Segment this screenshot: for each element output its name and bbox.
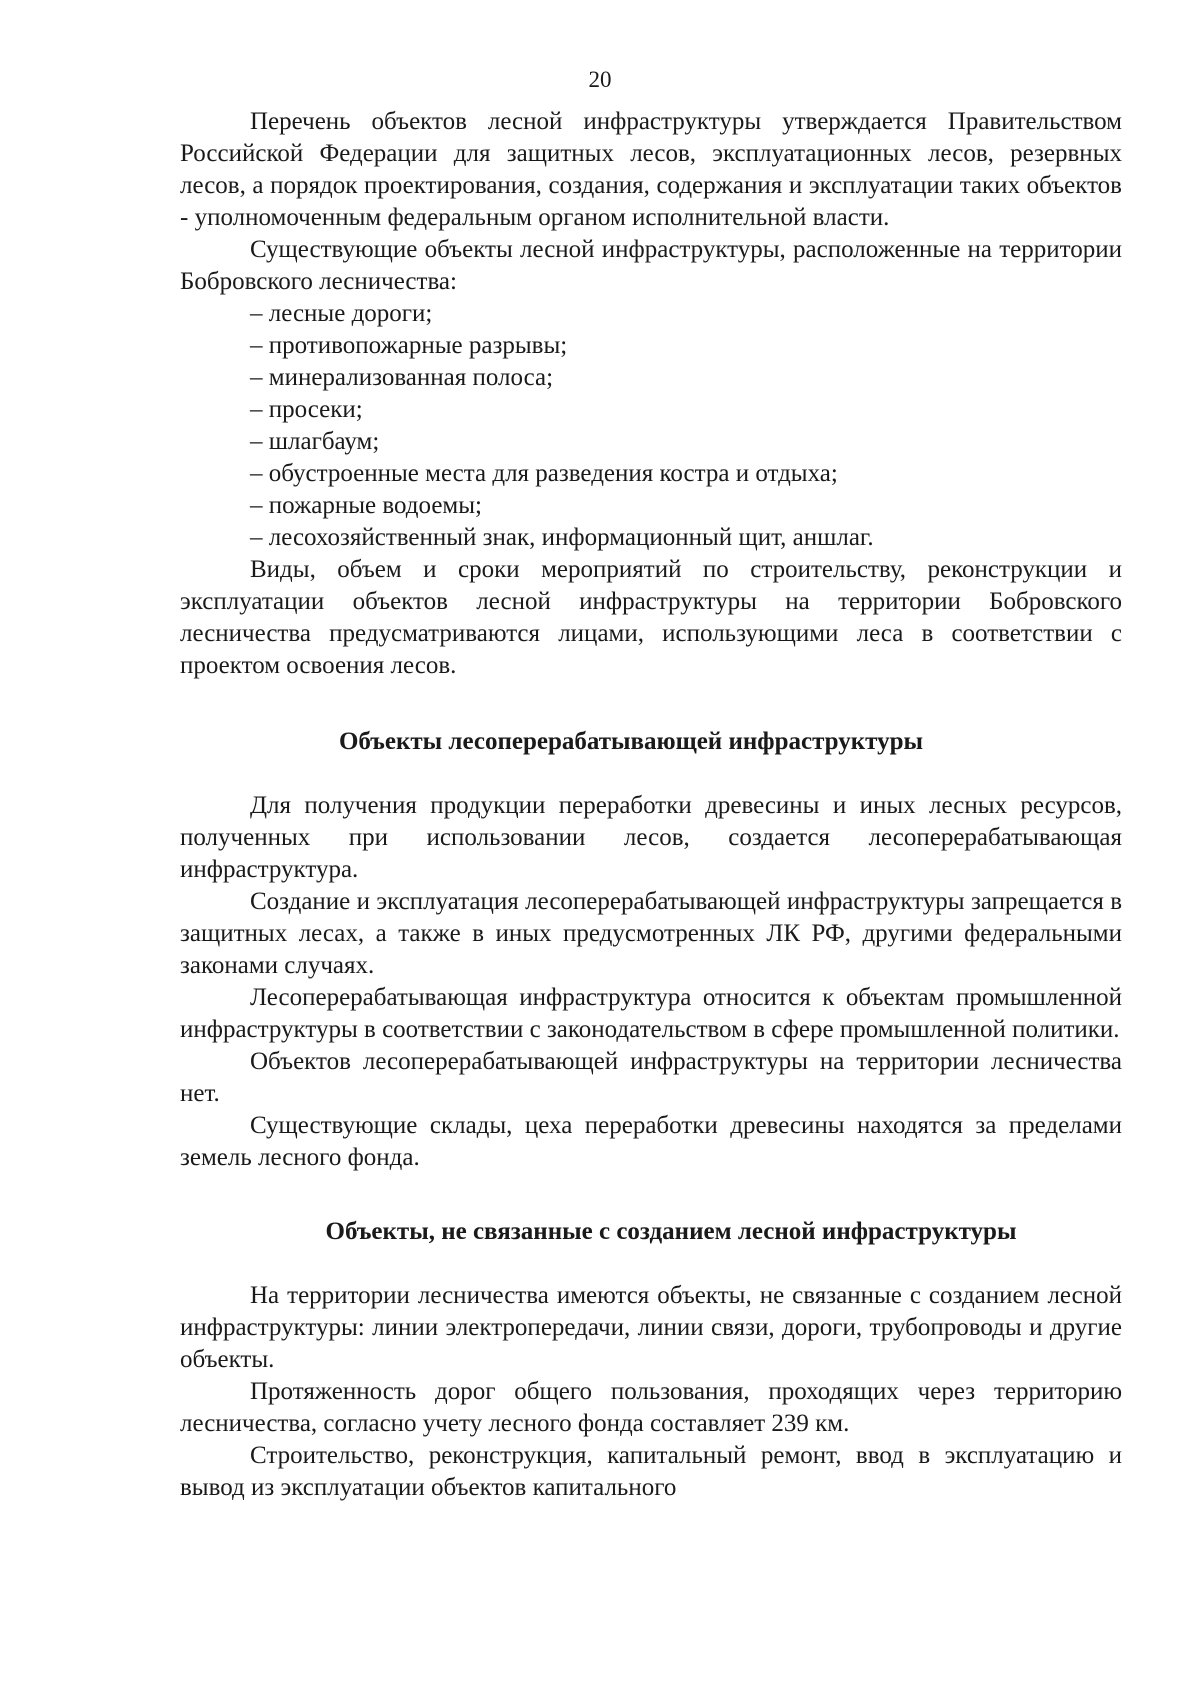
section-heading: Объекты лесоперерабатывающей инфраструктуры	[338, 728, 924, 755]
paragraph: Лесоперерабатывающая инфраструктура относится к объектам промышленной инфраструктуры в соответствии с законодательством в сфере промышленной политики.	[180, 984, 1122, 1043]
page-number: 20	[588, 67, 612, 92]
paragraph: Создание и эксплуатация лесоперерабатывающей инфраструктуры запрещается в защитных лесах, а также в иных предусмотренных ЛК РФ, другими федеральными законами случаях.	[180, 888, 1122, 979]
section-heading: Объекты, не связанные с созданием лесной инфраструктуры	[325, 1218, 1017, 1245]
paragraph: Строительство, реконструкция, капитальный ремонт, ввод в эксплуатацию и вывод из эксплуатации объектов капитального	[180, 1442, 1122, 1501]
list-item: – шлагбаум;	[250, 428, 380, 455]
paragraph: Перечень объектов лесной инфраструктуры утверждается Правительством Российской Федерации для защитных лесов, эксплуатационных лесов, резервных лесов, а порядок проектирования, создания, содержания и эксплуатации таких объектов - уполномоченным федеральным органом исполнительной власти.	[180, 108, 1122, 231]
paragraph: Протяженность дорог общего пользования, проходящих через территорию лесничества, согласно учету лесного фонда составляет 239 км.	[180, 1378, 1122, 1437]
paragraph: Существующие склады, цеха переработки древесины находятся за пределами земель лесного фонда.	[180, 1112, 1122, 1171]
paragraph: Объектов лесоперерабатывающей инфраструктуры на территории лесничества нет.	[180, 1048, 1122, 1107]
document-body	[180, 106, 1122, 1504]
paragraph: Виды, объем и сроки мероприятий по строительству, реконструкции и эксплуатации объектов лесной инфраструктуры на территории Бобровского лесничества предусматриваются лицами, использующими леса в соответствии с проектом освоения лесов.	[180, 556, 1122, 679]
list-item: – лесные дороги;	[250, 300, 433, 327]
list-item: – обустроенные места для разведения костра и отдыха;	[250, 460, 838, 487]
list-item: – пожарные водоемы;	[250, 492, 482, 519]
list-item: – противопожарные разрывы;	[250, 332, 568, 359]
paragraph: Для получения продукции переработки древесины и иных лесных ресурсов, полученных при использовании лесов, создается лесоперерабатывающая инфраструктура.	[180, 792, 1122, 883]
infrastructure-list	[180, 298, 1122, 554]
list-item: – минерализованная полоса;	[250, 364, 554, 391]
list-item: – просеки;	[250, 396, 363, 423]
paragraph: Существующие объекты лесной инфраструктуры, расположенные на территории Бобровского лесничества:	[180, 236, 1122, 295]
paragraph: На территории лесничества имеются объекты, не связанные с созданием лесной инфраструктуры: линии электропередачи, линии связи, дороги, трубопроводы и другие объекты.	[180, 1282, 1122, 1373]
list-item: – лесохозяйственный знак, информационный щит, аншлаг.	[250, 524, 874, 551]
